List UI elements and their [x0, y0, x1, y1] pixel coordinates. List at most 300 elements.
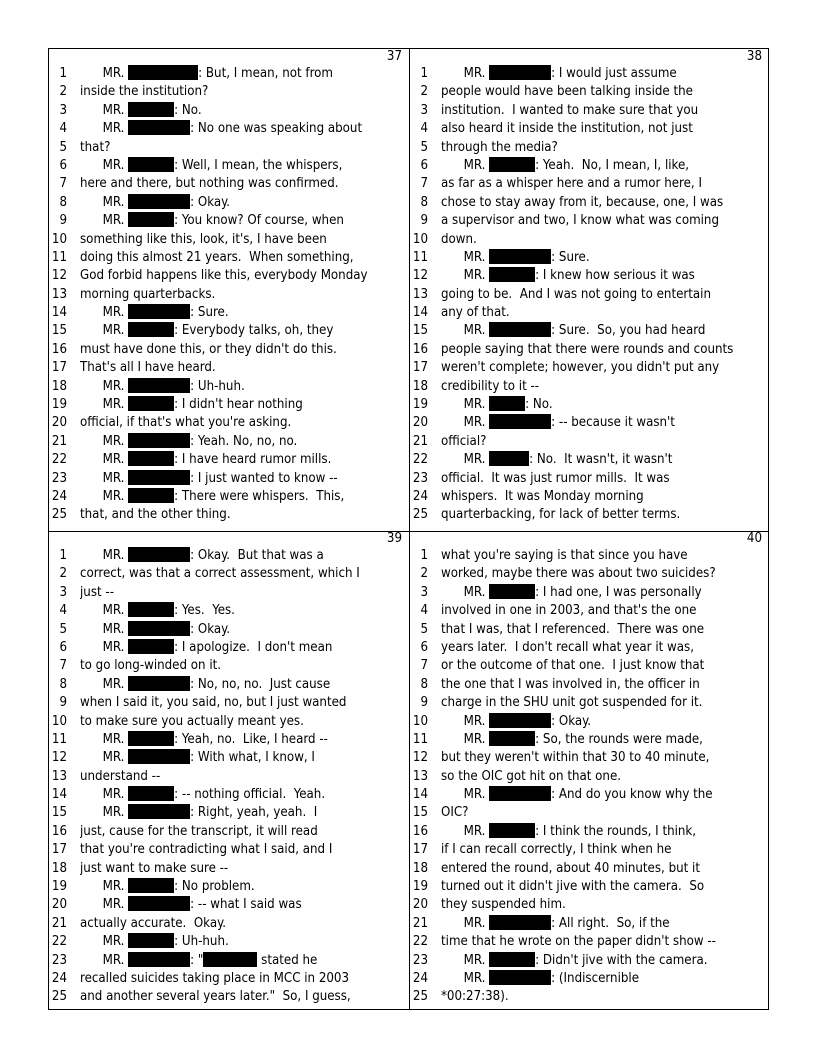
transcript-line	[49, 584, 408, 602]
text-segment: doing this almost 21 years. When something,	[80, 249, 354, 265]
line-text	[80, 768, 404, 785]
text-segment: chose to stay away from it, because, one, I was	[441, 194, 724, 210]
text-segment: : Sure.	[551, 249, 590, 265]
text-segment: and another several years later." So, I guess,	[80, 989, 351, 1005]
text-segment: they suspended him.	[441, 897, 566, 913]
line-text	[441, 841, 764, 858]
transcript-line	[410, 602, 768, 620]
transcript-line	[49, 915, 408, 933]
line-number: 7	[59, 176, 67, 192]
line-text	[441, 694, 764, 711]
transcript-line	[49, 547, 408, 565]
transcript-line	[410, 212, 768, 230]
text-segment: : Yeah, no. Like, I heard --	[174, 731, 328, 747]
text-segment: MR.	[80, 676, 129, 692]
line-text	[80, 267, 404, 284]
transcript-line	[49, 194, 408, 212]
transcript-line	[410, 970, 768, 988]
text-segment: : I apologize. I don't mean	[174, 639, 333, 655]
text-segment: also heard it inside the institution, not just	[441, 121, 693, 137]
line-text	[80, 286, 404, 303]
text-segment: that I was, that I referenced. There was one	[441, 621, 705, 637]
text-segment: official, if that's what you're asking.	[80, 415, 292, 431]
transcript-line	[49, 768, 408, 786]
text-segment: MR.	[80, 952, 129, 968]
text-segment: down.	[441, 231, 477, 247]
line-number: 12	[51, 750, 67, 766]
line-number: 12	[51, 268, 67, 284]
line-number: 23	[412, 470, 428, 486]
redaction-box	[489, 952, 535, 967]
line-text	[80, 506, 404, 523]
text-segment: MR.	[80, 452, 129, 468]
line-text	[441, 267, 764, 284]
line-text	[80, 804, 404, 821]
line-text	[441, 768, 764, 785]
text-segment: MR.	[441, 915, 490, 931]
line-number: 8	[59, 194, 67, 210]
transcript-line	[410, 915, 768, 933]
text-segment: : And do you know why the	[551, 787, 713, 803]
line-number: 3	[420, 102, 428, 118]
transcript-line	[49, 139, 408, 157]
text-segment: stated he	[257, 952, 318, 968]
text-segment: : I would just assume	[551, 66, 677, 81]
text-segment: involved in one in 2003, and that's the one	[441, 603, 697, 619]
line-number: 22	[51, 934, 67, 950]
line-text	[80, 547, 404, 564]
page-number: 39	[386, 531, 402, 546]
line-number: 2	[59, 566, 67, 582]
redaction-box	[489, 65, 551, 80]
line-number: 11	[51, 731, 67, 747]
transcript-line	[410, 694, 768, 712]
text-segment: must have done this, or they didn't do this.	[80, 341, 337, 357]
line-number: 6	[420, 639, 428, 655]
text-segment: : Okay.	[551, 713, 592, 729]
line-text	[441, 639, 764, 656]
line-text	[80, 584, 404, 601]
line-text	[80, 102, 404, 119]
text-segment: : Okay. But that was a	[190, 548, 324, 563]
text-segment: turned out it didn't jive with the camera. So	[441, 879, 705, 895]
line-text	[441, 915, 764, 932]
line-text	[80, 786, 404, 803]
line-number: 21	[412, 915, 428, 931]
line-number: 9	[59, 695, 67, 711]
text-segment: MR.	[80, 102, 129, 118]
text-segment: MR.	[80, 621, 129, 637]
line-text	[441, 157, 764, 174]
transcript-line	[49, 694, 408, 712]
text-segment: : No, no, no. Just cause	[190, 676, 331, 692]
redaction-box	[128, 470, 190, 485]
transcript-line	[410, 621, 768, 639]
transcript-line	[49, 621, 408, 639]
text-segment: going to be. And I was not going to entertain	[441, 286, 712, 302]
transcript-page-40	[410, 531, 768, 1009]
line-number: 2	[420, 84, 428, 100]
line-number: 19	[412, 879, 428, 895]
redaction-box	[489, 731, 535, 746]
line-text	[80, 212, 404, 229]
transcript-line	[410, 286, 768, 304]
redaction-box	[128, 804, 190, 819]
redaction-box	[128, 194, 190, 209]
text-segment: MR.	[441, 66, 490, 81]
text-segment: MR.	[80, 121, 129, 137]
text-segment: the one that I was involved in, the officer in	[441, 676, 700, 692]
line-number: 15	[51, 323, 67, 339]
text-segment: MR.	[80, 897, 129, 913]
redaction-box	[128, 676, 190, 691]
redaction-box	[128, 896, 190, 911]
line-number: 10	[51, 231, 67, 247]
transcript-line	[410, 194, 768, 212]
transcript-line	[410, 823, 768, 841]
text-segment: : I had one, I was personally	[535, 584, 702, 600]
page-lines	[410, 547, 768, 1007]
line-text	[441, 621, 764, 638]
line-number: 1	[59, 548, 67, 563]
transcript-line	[410, 878, 768, 896]
line-number: 3	[420, 584, 428, 600]
line-text	[80, 249, 404, 266]
redaction-box	[128, 433, 190, 448]
redaction-box	[128, 639, 174, 654]
line-number: 1	[59, 66, 67, 81]
line-text	[80, 860, 404, 877]
line-number: 11	[51, 249, 67, 265]
redaction-box	[489, 823, 535, 838]
line-text	[80, 194, 404, 211]
line-text	[80, 878, 404, 895]
line-text	[80, 414, 404, 431]
transcript-line	[49, 175, 408, 193]
transcript-line	[410, 451, 768, 469]
transcript-line	[49, 657, 408, 675]
line-number: 14	[51, 787, 67, 803]
text-segment: time that he wrote on the paper didn't show --	[441, 934, 716, 950]
line-text	[441, 676, 764, 693]
line-number: 5	[420, 139, 428, 155]
text-segment: : No one was speaking about	[190, 121, 363, 137]
text-segment: whispers. It was Monday morning	[441, 488, 644, 504]
text-segment: MR.	[80, 731, 129, 747]
line-text	[80, 139, 404, 156]
line-text	[441, 322, 764, 339]
line-number: 13	[51, 286, 67, 302]
redaction-box	[489, 713, 551, 728]
text-segment: official. It was just rumor mills. It was	[441, 470, 670, 486]
text-segment: that, and the other thing.	[80, 507, 231, 523]
transcript-line	[49, 639, 408, 657]
text-segment: just --	[80, 584, 114, 600]
line-number: 15	[51, 805, 67, 821]
redaction-box	[128, 621, 190, 636]
text-segment: MR.	[441, 787, 490, 803]
transcript-line	[410, 841, 768, 859]
line-text	[441, 988, 764, 1005]
text-segment: : But, I mean, not from	[198, 66, 333, 81]
text-segment: MR.	[80, 157, 129, 173]
line-text	[441, 65, 764, 82]
line-number: 12	[412, 750, 428, 766]
line-text	[80, 952, 404, 969]
line-text	[80, 639, 404, 656]
transcript-line	[410, 639, 768, 657]
line-number: 2	[420, 566, 428, 582]
text-segment: people saying that there were rounds and counts	[441, 341, 734, 357]
transcript-line	[49, 933, 408, 951]
line-number: 16	[412, 341, 428, 357]
line-text	[80, 933, 404, 950]
transcript-line	[410, 749, 768, 767]
line-number: 25	[412, 507, 428, 523]
line-text	[441, 952, 764, 969]
transcript-line	[49, 231, 408, 249]
redaction-box	[489, 322, 551, 337]
line-text	[441, 194, 764, 211]
text-segment: : Right, yeah, yeah. I	[190, 805, 318, 821]
line-number: 11	[412, 249, 428, 265]
line-text	[80, 749, 404, 766]
line-number: 19	[51, 879, 67, 895]
line-number: 18	[51, 378, 67, 394]
text-segment: just, cause for the transcript, it will read	[80, 823, 318, 839]
text-segment: when I said it, you said, no, but I just wanted	[80, 695, 347, 711]
line-number: 24	[51, 488, 67, 504]
transcript-line	[410, 359, 768, 377]
line-text	[441, 602, 764, 619]
text-segment: years later. I don't recall what year it was,	[441, 639, 694, 655]
text-segment: any of that.	[441, 305, 510, 321]
line-text	[80, 433, 404, 450]
line-number: 10	[412, 231, 428, 247]
line-text	[441, 547, 764, 564]
redaction-box	[489, 157, 535, 172]
line-text	[80, 470, 404, 487]
line-number: 19	[412, 397, 428, 413]
line-number: 25	[412, 989, 428, 1005]
line-number: 9	[59, 213, 67, 229]
transcript-line	[49, 860, 408, 878]
line-number: 9	[420, 213, 428, 229]
text-segment: a supervisor and two, I know what was coming	[441, 213, 719, 229]
text-segment: : All right. So, if the	[551, 915, 670, 931]
line-text	[80, 322, 404, 339]
transcript-line	[49, 378, 408, 396]
line-text	[441, 970, 764, 987]
line-number: 21	[51, 915, 67, 931]
transcript-line	[49, 749, 408, 767]
transcript-line	[410, 676, 768, 694]
text-segment: actually accurate. Okay.	[80, 915, 226, 931]
transcript-line	[49, 83, 408, 101]
line-number: 7	[420, 176, 428, 192]
text-segment: MR.	[80, 194, 129, 210]
line-number: 8	[59, 676, 67, 692]
line-text	[441, 175, 764, 192]
text-segment: : There were whispers. This,	[174, 488, 345, 504]
text-segment: inside the institution?	[80, 84, 209, 100]
transcript-line	[49, 841, 408, 859]
line-number: 17	[412, 360, 428, 376]
line-text	[441, 304, 764, 321]
transcript-line	[410, 713, 768, 731]
line-text	[441, 249, 764, 266]
text-segment: : Sure.	[190, 305, 229, 321]
line-number: 10	[51, 713, 67, 729]
redaction-box	[489, 396, 525, 411]
text-segment: : Uh-huh.	[174, 934, 229, 950]
line-text	[80, 713, 404, 730]
transcript-line	[49, 414, 408, 432]
text-segment: : Uh-huh.	[190, 378, 245, 394]
text-segment: : You know? Of course, when	[174, 213, 344, 229]
line-number: 18	[51, 860, 67, 876]
transcript-line	[410, 470, 768, 488]
redaction-box	[128, 451, 174, 466]
line-number: 23	[51, 952, 67, 968]
text-segment: : Everybody talks, oh, they	[174, 323, 334, 339]
text-segment: MR.	[441, 823, 490, 839]
line-text	[80, 731, 404, 748]
text-segment: understand --	[80, 768, 161, 784]
line-text	[441, 120, 764, 137]
transcript-line	[410, 988, 768, 1006]
line-text	[441, 470, 764, 487]
text-segment: : Didn't jive with the camera.	[535, 952, 708, 968]
redaction-box	[128, 396, 174, 411]
line-number: 5	[420, 621, 428, 637]
line-number: 17	[51, 360, 67, 376]
text-segment: MR.	[441, 268, 490, 284]
text-segment: MR.	[441, 713, 490, 729]
transcript-line	[410, 804, 768, 822]
line-text	[80, 175, 404, 192]
text-segment: morning quarterbacks.	[80, 286, 216, 302]
line-number: 6	[59, 157, 67, 173]
line-number: 22	[412, 452, 428, 468]
transcript-page-37	[49, 49, 408, 530]
line-text	[441, 786, 764, 803]
line-number: 4	[420, 121, 428, 137]
transcript-line	[410, 139, 768, 157]
redaction-box	[128, 602, 174, 617]
line-text	[80, 231, 404, 248]
text-segment: : No.	[525, 397, 553, 413]
line-text	[441, 433, 764, 450]
line-text	[80, 841, 404, 858]
transcript-line	[49, 341, 408, 359]
line-number: 12	[412, 268, 428, 284]
line-number: 16	[412, 823, 428, 839]
transcript-line	[49, 488, 408, 506]
line-text	[441, 102, 764, 119]
text-segment: MR.	[441, 952, 490, 968]
redaction-box	[489, 414, 551, 429]
text-segment: MR.	[441, 323, 490, 339]
transcript-line	[49, 970, 408, 988]
line-number: 14	[412, 305, 428, 321]
redaction-box	[128, 786, 174, 801]
transcript-line	[49, 713, 408, 731]
line-text	[441, 878, 764, 895]
line-text	[441, 823, 764, 840]
transcript-line	[410, 786, 768, 804]
line-number: 3	[59, 102, 67, 118]
text-segment: MR.	[80, 750, 129, 766]
redaction-box	[128, 120, 190, 135]
transcript-line	[49, 952, 408, 970]
text-segment: to go long-winded on it.	[80, 658, 222, 674]
transcript-line	[49, 249, 408, 267]
text-segment: MR.	[80, 639, 129, 655]
line-number: 14	[51, 305, 67, 321]
text-segment: MR.	[80, 378, 129, 394]
transcript-line	[410, 267, 768, 285]
text-segment: OIC?	[441, 805, 469, 821]
line-text	[441, 231, 764, 248]
text-segment: so the OIC got hit on that one.	[441, 768, 622, 784]
line-number: 1	[420, 66, 428, 81]
redaction-box	[128, 378, 190, 393]
text-segment: correct, was that a correct assessment, which I	[80, 566, 360, 582]
text-segment: just want to make sure --	[80, 860, 229, 876]
transcript-line	[49, 602, 408, 620]
text-segment: That's all I have heard.	[80, 360, 216, 376]
text-segment: : No problem.	[174, 879, 255, 895]
redaction-box	[128, 878, 174, 893]
line-text	[80, 341, 404, 358]
line-text	[441, 451, 764, 468]
redaction-box	[128, 102, 174, 117]
transcript-line	[410, 896, 768, 914]
line-text	[80, 694, 404, 711]
text-segment: MR.	[80, 787, 129, 803]
line-number: 4	[420, 603, 428, 619]
line-number: 24	[412, 970, 428, 986]
text-segment: MR.	[441, 157, 490, 173]
line-text	[441, 749, 764, 766]
line-text	[441, 584, 764, 601]
line-text	[80, 396, 404, 413]
transcript-line	[49, 470, 408, 488]
line-text	[441, 731, 764, 748]
line-text	[80, 359, 404, 376]
line-number: 22	[51, 452, 67, 468]
line-number: 2	[59, 84, 67, 100]
text-segment: something like this, look, it's, I have been	[80, 231, 327, 247]
transcript-line	[49, 267, 408, 285]
text-segment: MR.	[80, 323, 129, 339]
line-number: 5	[59, 139, 67, 155]
line-text	[441, 804, 764, 821]
text-segment: MR.	[80, 879, 129, 895]
text-segment: MR.	[441, 415, 490, 431]
transcript-line	[49, 896, 408, 914]
line-text	[441, 414, 764, 431]
transcript-line	[49, 786, 408, 804]
redaction-box	[489, 584, 535, 599]
line-number: 23	[51, 470, 67, 486]
transcript-line	[49, 804, 408, 822]
text-segment: : With what, I know, I	[190, 750, 315, 766]
page-number: 40	[746, 531, 762, 546]
line-text	[441, 139, 764, 156]
redaction-box	[203, 952, 257, 967]
